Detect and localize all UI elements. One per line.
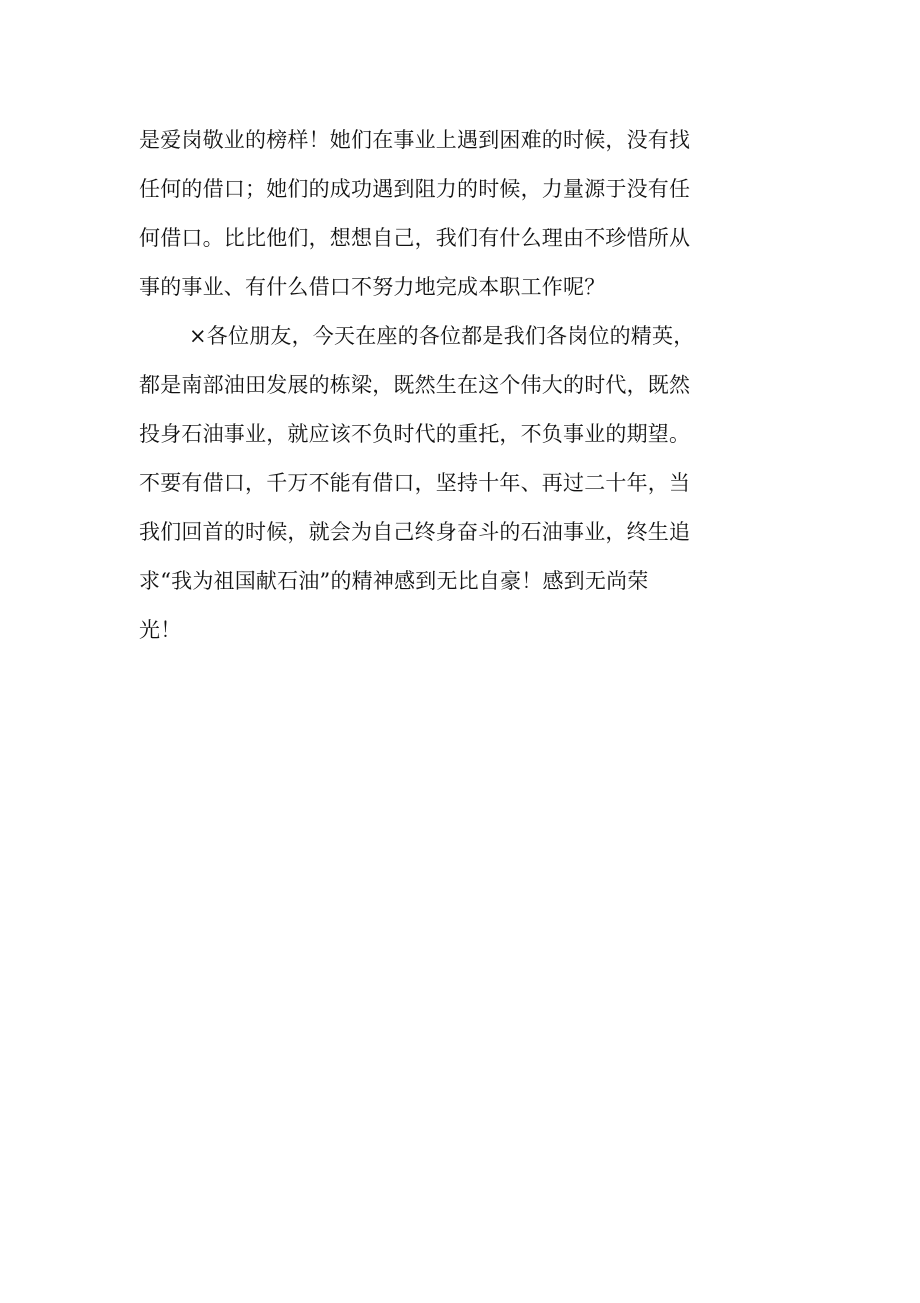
text-line: 我们回首的时候，就会为自己终身奋斗的石油事业，终生追 [139,520,691,544]
text-line: 求“我为祖国献石油”的精神感到无比自豪！感到无尚荣 [139,569,649,593]
text-line: 投身石油事业，就应该不负时代的重托，不负事业的期望。 [139,422,691,446]
paragraph-2 [139,312,729,655]
text-line-indented: ×各位朋友，今天在座的各位都是我们各岗位的精英， [189,324,695,348]
text-line: 何借口。比比他们，想想自己，我们有什么理由不珍惜所从 [139,226,691,250]
text-line: 事的事业、有什么借口不努力地完成本职工作呢？ [139,275,606,299]
text-line: 是爱岗敬业的榜样！她们在事业上遇到困难的时候，没有找 [139,128,691,152]
text-line: 光！ [139,618,182,642]
document-body [139,116,729,655]
paragraph-1 [139,116,729,312]
text-line: 都是南部油田发展的栋梁，既然生在这个伟大的时代，既然 [139,373,691,397]
text-line: 任何的借口；她们的成功遇到阻力的时候，力量源于没有任 [139,177,691,201]
text-line: 不要有借口，千万不能有借口，坚持十年、再过二十年，当 [139,471,691,495]
